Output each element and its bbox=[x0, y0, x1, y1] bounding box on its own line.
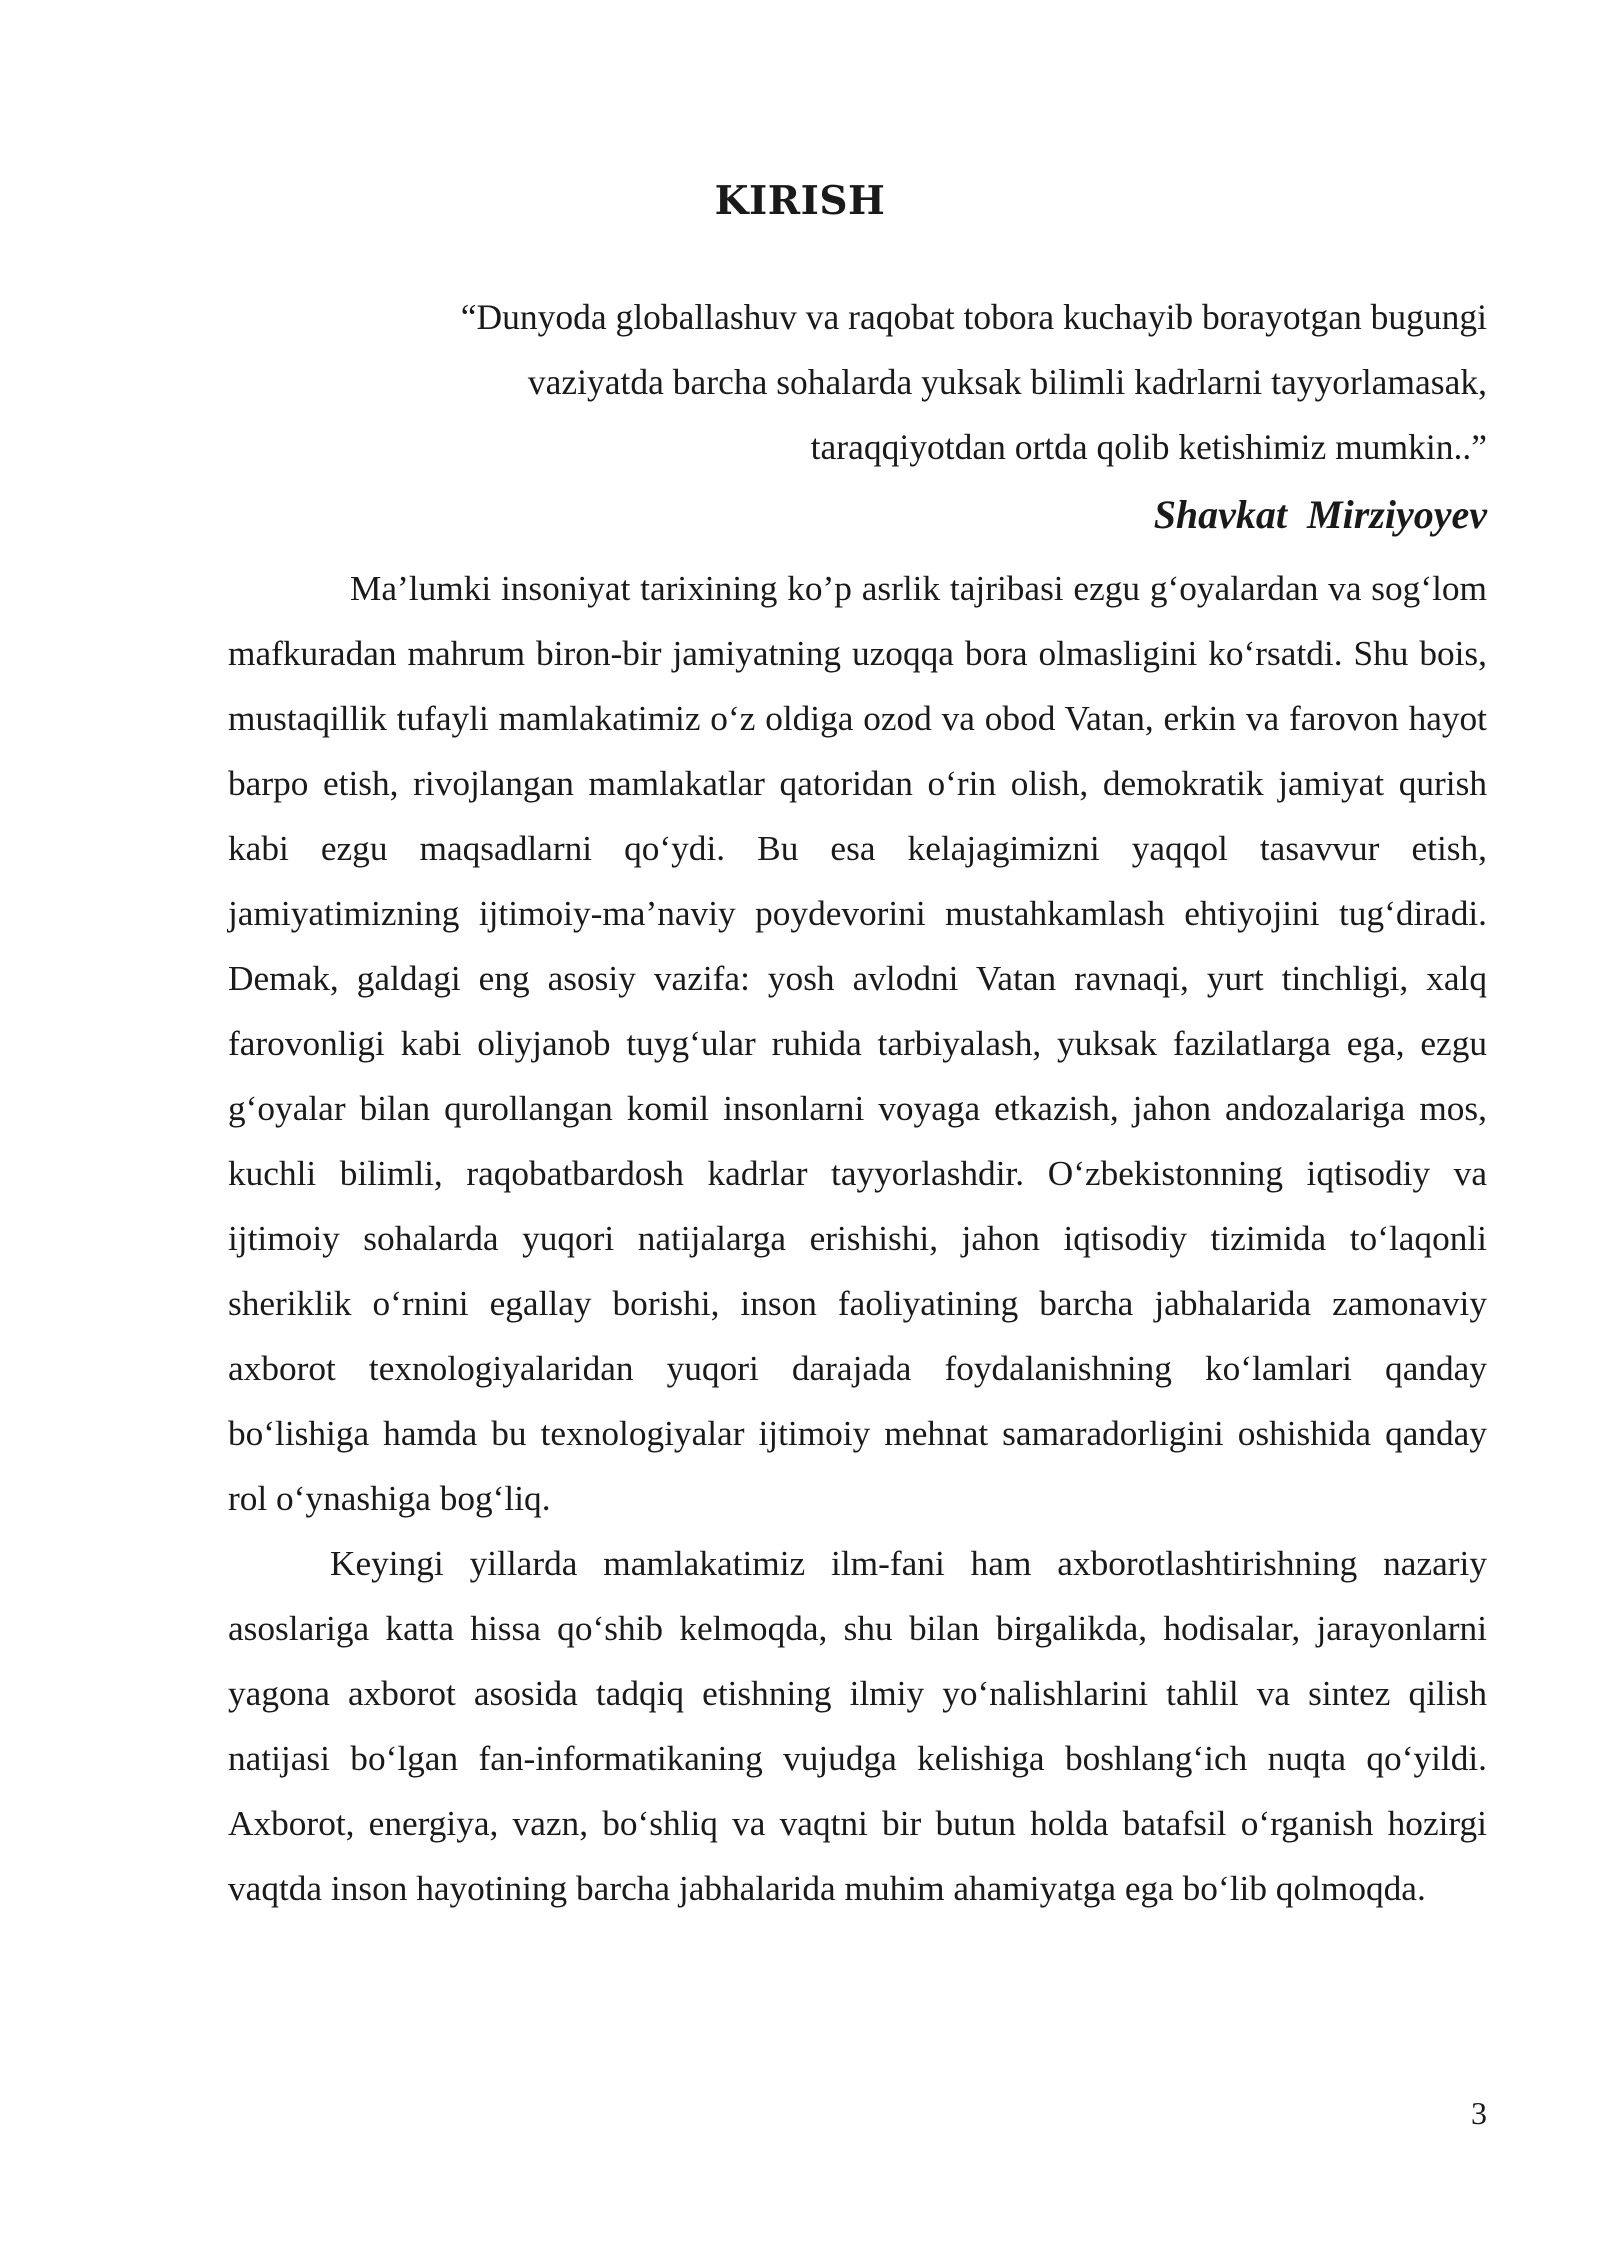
epigraph-line: taraqqiyotdan ortda qolib ketishimiz mumkin..” bbox=[810, 427, 1487, 467]
epigraph-author: Shavkat Mirziyoyev bbox=[1153, 492, 1487, 537]
epigraph-quote bbox=[267, 285, 1487, 480]
page-title: KIRISH bbox=[714, 178, 886, 224]
epigraph-line: “Dunyoda globallashuv va raqobat tobora kuchayib borayotgan bugungi bbox=[460, 297, 1487, 337]
epigraph-line: vaziyatda barcha sohalarda yuksak bilimli kadrlarni tayyorlamasak, bbox=[527, 362, 1487, 402]
body-text bbox=[228, 556, 1487, 1921]
paragraph: Keyingi yillarda mamlakatimiz ilm-fani ham axborotlashtirishning nazariy asoslariga katta hissa qo‘shib kelmoqda, shu bilan birgalikda, hodisalar, jarayonlarni yagona axborot asosida tadqiq etishning ilmiy yo‘nalishlarini tahlil va sintez qilish natijasi bo‘lgan fan-informatikaning vujudga kelishiga boshlang‘ich nuqta qo‘yildi. Axborot, energiya, vazn, bo‘shliq va vaqtni bir butun holda batafsil o‘rganish hozirgi vaqtda inson hayotining barcha jabhalarida muhim ahamiyatga ega bo‘lib qolmoqda. bbox=[228, 1544, 1487, 1908]
page-number: 3 bbox=[1471, 2095, 1487, 2131]
paragraph: Ma’lumki insoniyat tarixining ko’p asrlik tajribasi ezgu g‘oyalardan va sog‘lom mafkuradan mahrum biron-bir jamiyatning uzoqqa bora olmasligini ko‘rsatdi. Shu bois, mustaqillik tufayli mamlakatimiz o‘z oldiga ozod va obod Vatan, erkin va farovon hayot barpo etish, rivojlangan mamlakatlar qatoridan o‘rin olish, demokratik jamiyat qurish kabi ezgu maqsadlarni qo‘ydi. Bu esa kelajagimizni yaqqol tasavvur etish, jamiyatimizning ijtimoiy-ma’naviy poydevorini mustahkamlash ehtiyojini tug‘diradi. Demak, galdagi eng asosiy vazifa: yosh avlodni Vatan ravnaqi, yurt tinchligi, xalq farovonligi kabi oliyjanob tuyg‘ular ruhida tarbiyalash, yuksak fazilatlarga ega, ezgu g‘oyalar bilan qurollangan komil insonlarni voyaga etkazish, jahon andozalariga mos, kuchli bilimli, raqobatbardosh kadrlar tayyorlashdir. O‘zbekistonning iqtisodiy va ijtimoiy sohalarda yuqori natijalarga erishishi, jahon iqtisodiy tizimida to‘laqonli sheriklik o‘rnini egallay borishi, inson faoliyatining barcha jabhalarida zamonaviy axborot texnologiyalaridan yuqori darajada foydalanishning ko‘lamlari qanday bo‘lishiga hamda bu texnologiyalar ijtimoiy mehnat samaradorligini oshishida qanday rol o‘ynashiga bog‘liq. bbox=[228, 569, 1487, 1518]
